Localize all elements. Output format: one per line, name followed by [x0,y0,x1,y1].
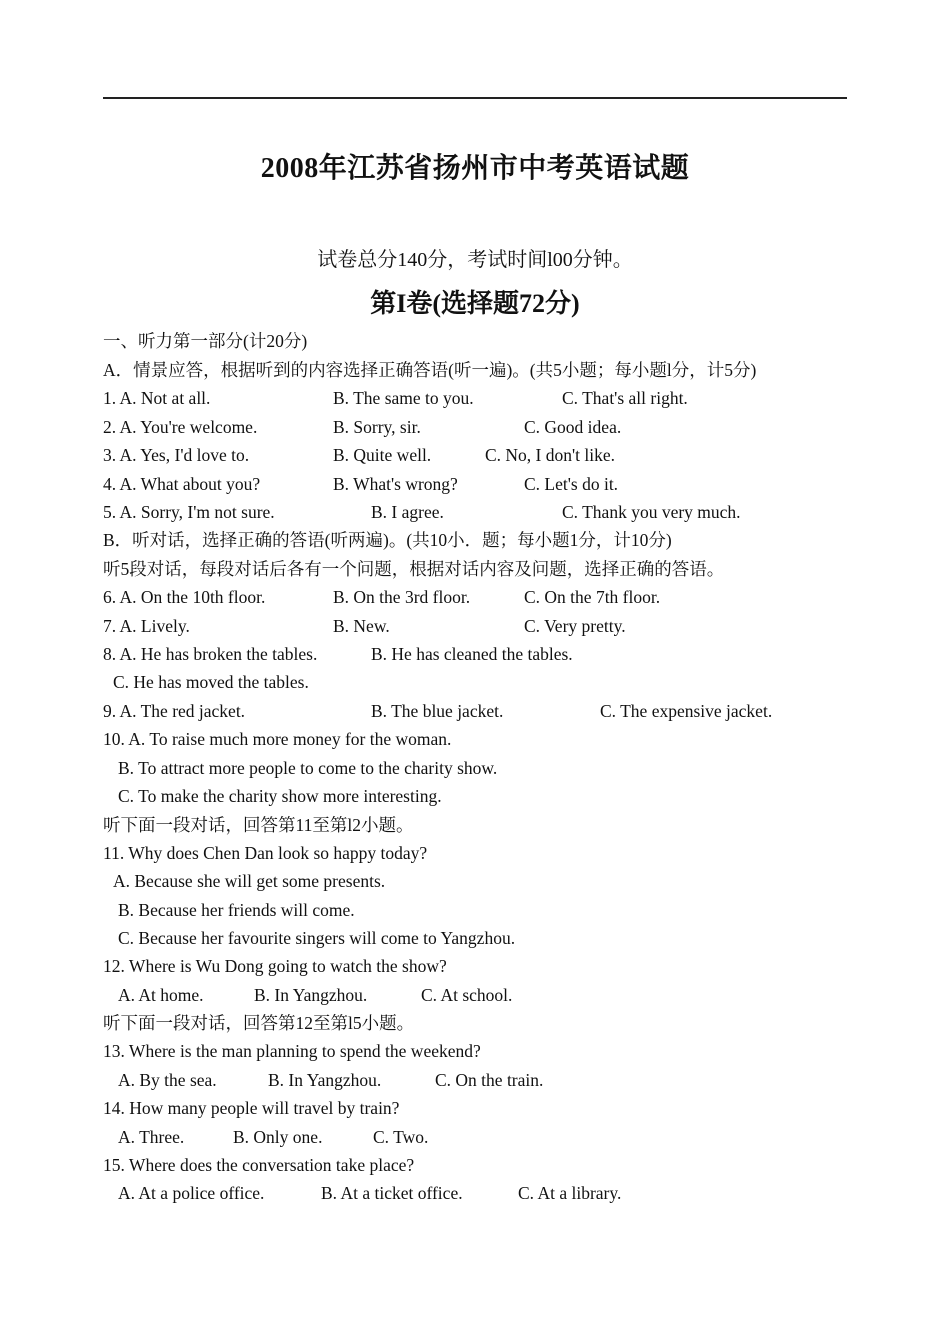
q12-option-a: A. At home. [118,985,204,1005]
q12-option-c: C. At school. [421,985,513,1005]
q3-option-a: 3. A. Yes, I'd love to. [103,445,250,465]
q3-option-c: C. No, I don't like. [485,445,616,465]
q12-question: 12. Where is Wu Dong going to watch the show? [103,956,447,976]
q12-option-b: B. In Yangzhou. [254,985,368,1005]
q5-option-b: B. I agree. [371,502,444,522]
page-title: 2008年江苏省扬州市中考英语试题 [260,153,690,184]
q13-option-a: A. By the sea. [118,1070,217,1090]
q10-option-c: C. To make the charity show more interesting. [118,786,442,806]
q6-option-c: C. On the 7th floor. [524,587,661,607]
q13-option-c: C. On the train. [435,1070,544,1090]
q1-option-b: B. The same to you. [333,388,474,408]
partB-subinstructions: 听5段对话，每段对话后各有一个问题，根据对话内容及问题，选择正确的答语。 [103,559,725,579]
partB-instructions: B．听对话，选择正确的答语(听两遍)。(共10小．题；每小题1分，计10分) [103,530,672,550]
q14-option-c: C. Two. [373,1127,429,1147]
q2-option-c: C. Good idea. [524,417,622,437]
q9-option-a: 9. A. The red jacket. [103,701,246,721]
q4-option-a: 4. A. What about you? [103,474,261,494]
q11-option-b: B. Because her friends will come. [118,900,355,920]
q9-option-b: B. The blue jacket. [371,701,504,721]
partA-instructions: A．情景应答，根据听到的内容选择正确答语(听一遍)。(共5小题；每小题l分，计5分) [103,360,757,380]
part1-heading: 一、听力第一部分(计20分) [103,331,308,351]
q2-option-a: 2. A. You're welcome. [103,417,258,437]
q13-option-b: B. In Yangzhou. [268,1070,382,1090]
q8-option-b: B. He has cleaned the tables. [371,644,573,664]
q14-question: 14. How many people will travel by train? [103,1098,400,1118]
exam-info: 试卷总分140分，考试时间l00分钟。 [317,249,633,271]
q11-option-c: C. Because her favourite singers will come to Yangzhou. [118,928,516,948]
q10-option-a: 10. A. To raise much more money for the woman. [103,729,452,749]
q6-option-b: B. On the 3rd floor. [333,587,471,607]
q7-option-a: 7. A. Lively. [103,616,190,636]
q14-option-a: A. Three. [118,1127,185,1147]
q8-option-c: C. He has moved the tables. [113,672,309,692]
q13-question: 13. Where is the man planning to spend the weekend? [103,1041,481,1061]
q15-question: 15. Where does the conversation take place? [103,1155,415,1175]
dialog-instructions-12-15: 听下面一段对话，回答第12至第l5小题。 [103,1013,415,1033]
dialog-instructions-11-12: 听下面一段对话，回答第11至第l2小题。 [103,815,414,835]
header-rule [103,97,847,99]
q9-option-c: C. The expensive jacket. [600,701,773,721]
q15-option-a: A. At a police office. [118,1183,265,1203]
q14-option-b: B. Only one. [233,1127,323,1147]
q5-option-a: 5. A. Sorry, I'm not sure. [103,502,275,522]
q2-option-b: B. Sorry, sir. [333,417,421,437]
q1-option-c: C. That's all right. [562,388,688,408]
q7-option-c: C. Very pretty. [524,616,626,636]
q4-option-c: C. Let's do it. [524,474,619,494]
q11-option-a: A. Because she will get some presents. [113,871,386,891]
q15-option-c: C. At a library. [518,1183,622,1203]
section-heading: 第I卷(选择题72分) [370,289,580,318]
q7-option-b: B. New. [333,616,390,636]
q3-option-b: B. Quite well. [333,445,432,465]
q5-option-c: C. Thank you very much. [562,502,741,522]
q11-question: 11. Why does Chen Dan look so happy today? [103,843,428,863]
q4-option-b: B. What's wrong? [333,474,458,494]
q15-option-b: B. At a ticket office. [321,1183,463,1203]
q10-option-b: B. To attract more people to come to the charity show. [118,758,498,778]
q1-option-a: 1. A. Not at all. [103,388,211,408]
q6-option-a: 6. A. On the 10th floor. [103,587,266,607]
q8-option-a: 8. A. He has broken the tables. [103,644,318,664]
